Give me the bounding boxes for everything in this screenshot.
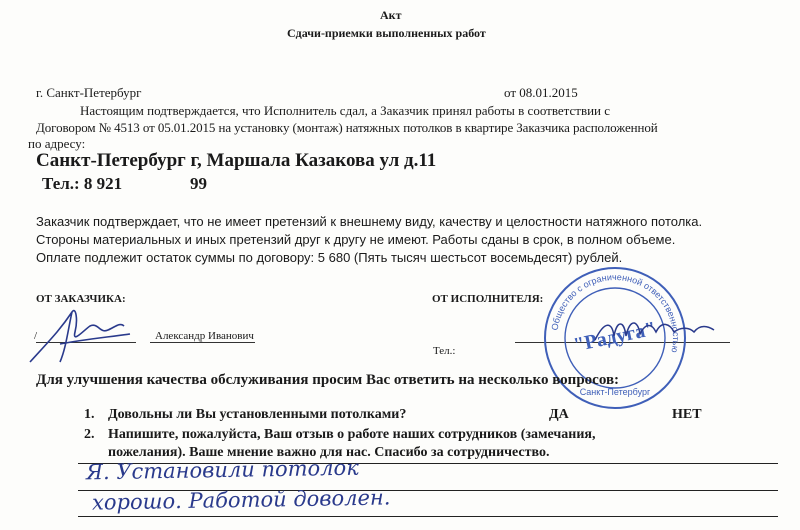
city: г. Санкт-Петербург [36, 85, 142, 100]
contractor-label: ОТ ИСПОЛНИТЕЛЯ: [432, 293, 544, 305]
q1-text: Довольны ли Вы установленными потолками? [108, 407, 407, 422]
intro-line-3: по адресу: [28, 136, 86, 151]
claims-line-1: Заказчик подтверждает, что не имеет претензий к внешнему виду, качеству и целостности натяжного потолка. [36, 214, 703, 229]
address: Санкт-Петербург г, Маршала Казакова ул д.11 [36, 150, 437, 171]
phone-label: Тел.: 8 921 [42, 174, 123, 193]
answer-line-3 [78, 516, 778, 517]
act-subtitle: Сдачи-приемки выполненных работ [287, 26, 486, 40]
customer-name: Александр Иванович [155, 330, 254, 342]
q1-number: 1. [84, 407, 95, 422]
handwritten-answer-line-1: Я. Установили потолок [85, 455, 359, 485]
act-title: Акт [380, 8, 402, 22]
survey-heading: Для улучшения качества обслуживания просим Вас ответить на несколько вопросов: [36, 372, 620, 388]
phone-tail: 99 [190, 174, 207, 193]
contractor-signature [590, 310, 720, 355]
slash-mark: / [34, 330, 38, 342]
document-date: от 08.01.2015 [504, 85, 578, 100]
stamp-name: "Радуга" [571, 317, 658, 357]
stamp-city: Санкт-Петербург [579, 387, 651, 397]
q1-no-option[interactable]: НЕТ [672, 407, 702, 422]
handwritten-answer-line-2: хорошо. Работой доволен. [91, 485, 391, 515]
contractor-phone-label: Тел.: [433, 345, 456, 357]
customer-label: ОТ ЗАКАЗЧИКА: [36, 293, 126, 305]
intro-line-1: Настоящим подтверждается, что Исполнитель сдал, а Заказчик принял работы в соответствии с [80, 103, 611, 118]
q2-line-1: Напишите, пожалуйста, Ваш отзыв о работе наших сотрудников (замечания, [108, 427, 596, 442]
q2-number: 2. [84, 427, 95, 442]
customer-signature [20, 300, 140, 370]
q2-line-2: пожелания). Ваше мнение важно для нас. Спасибо за сотрудничество. [108, 445, 550, 460]
q1-yes-option[interactable]: ДА [549, 407, 569, 422]
intro-line-2: Договором № 4513 от 05.01.2015 на установку (монтаж) натяжных потолков в квартире Заказчика расположенной [36, 120, 658, 135]
customer-name-line [150, 342, 255, 343]
claims-line-3: Оплате подлежит остаток суммы по договору: 5 680 (Пять тысяч шестьсот восемьдесят) рублей. [36, 250, 623, 265]
stamp-ring-text: Общество с ограниченной ответственностью [549, 271, 682, 354]
claims-line-2: Стороны материальных и иных претензий друг к другу не имеют. Работы сданы в срок, в полном объеме. [36, 232, 676, 247]
